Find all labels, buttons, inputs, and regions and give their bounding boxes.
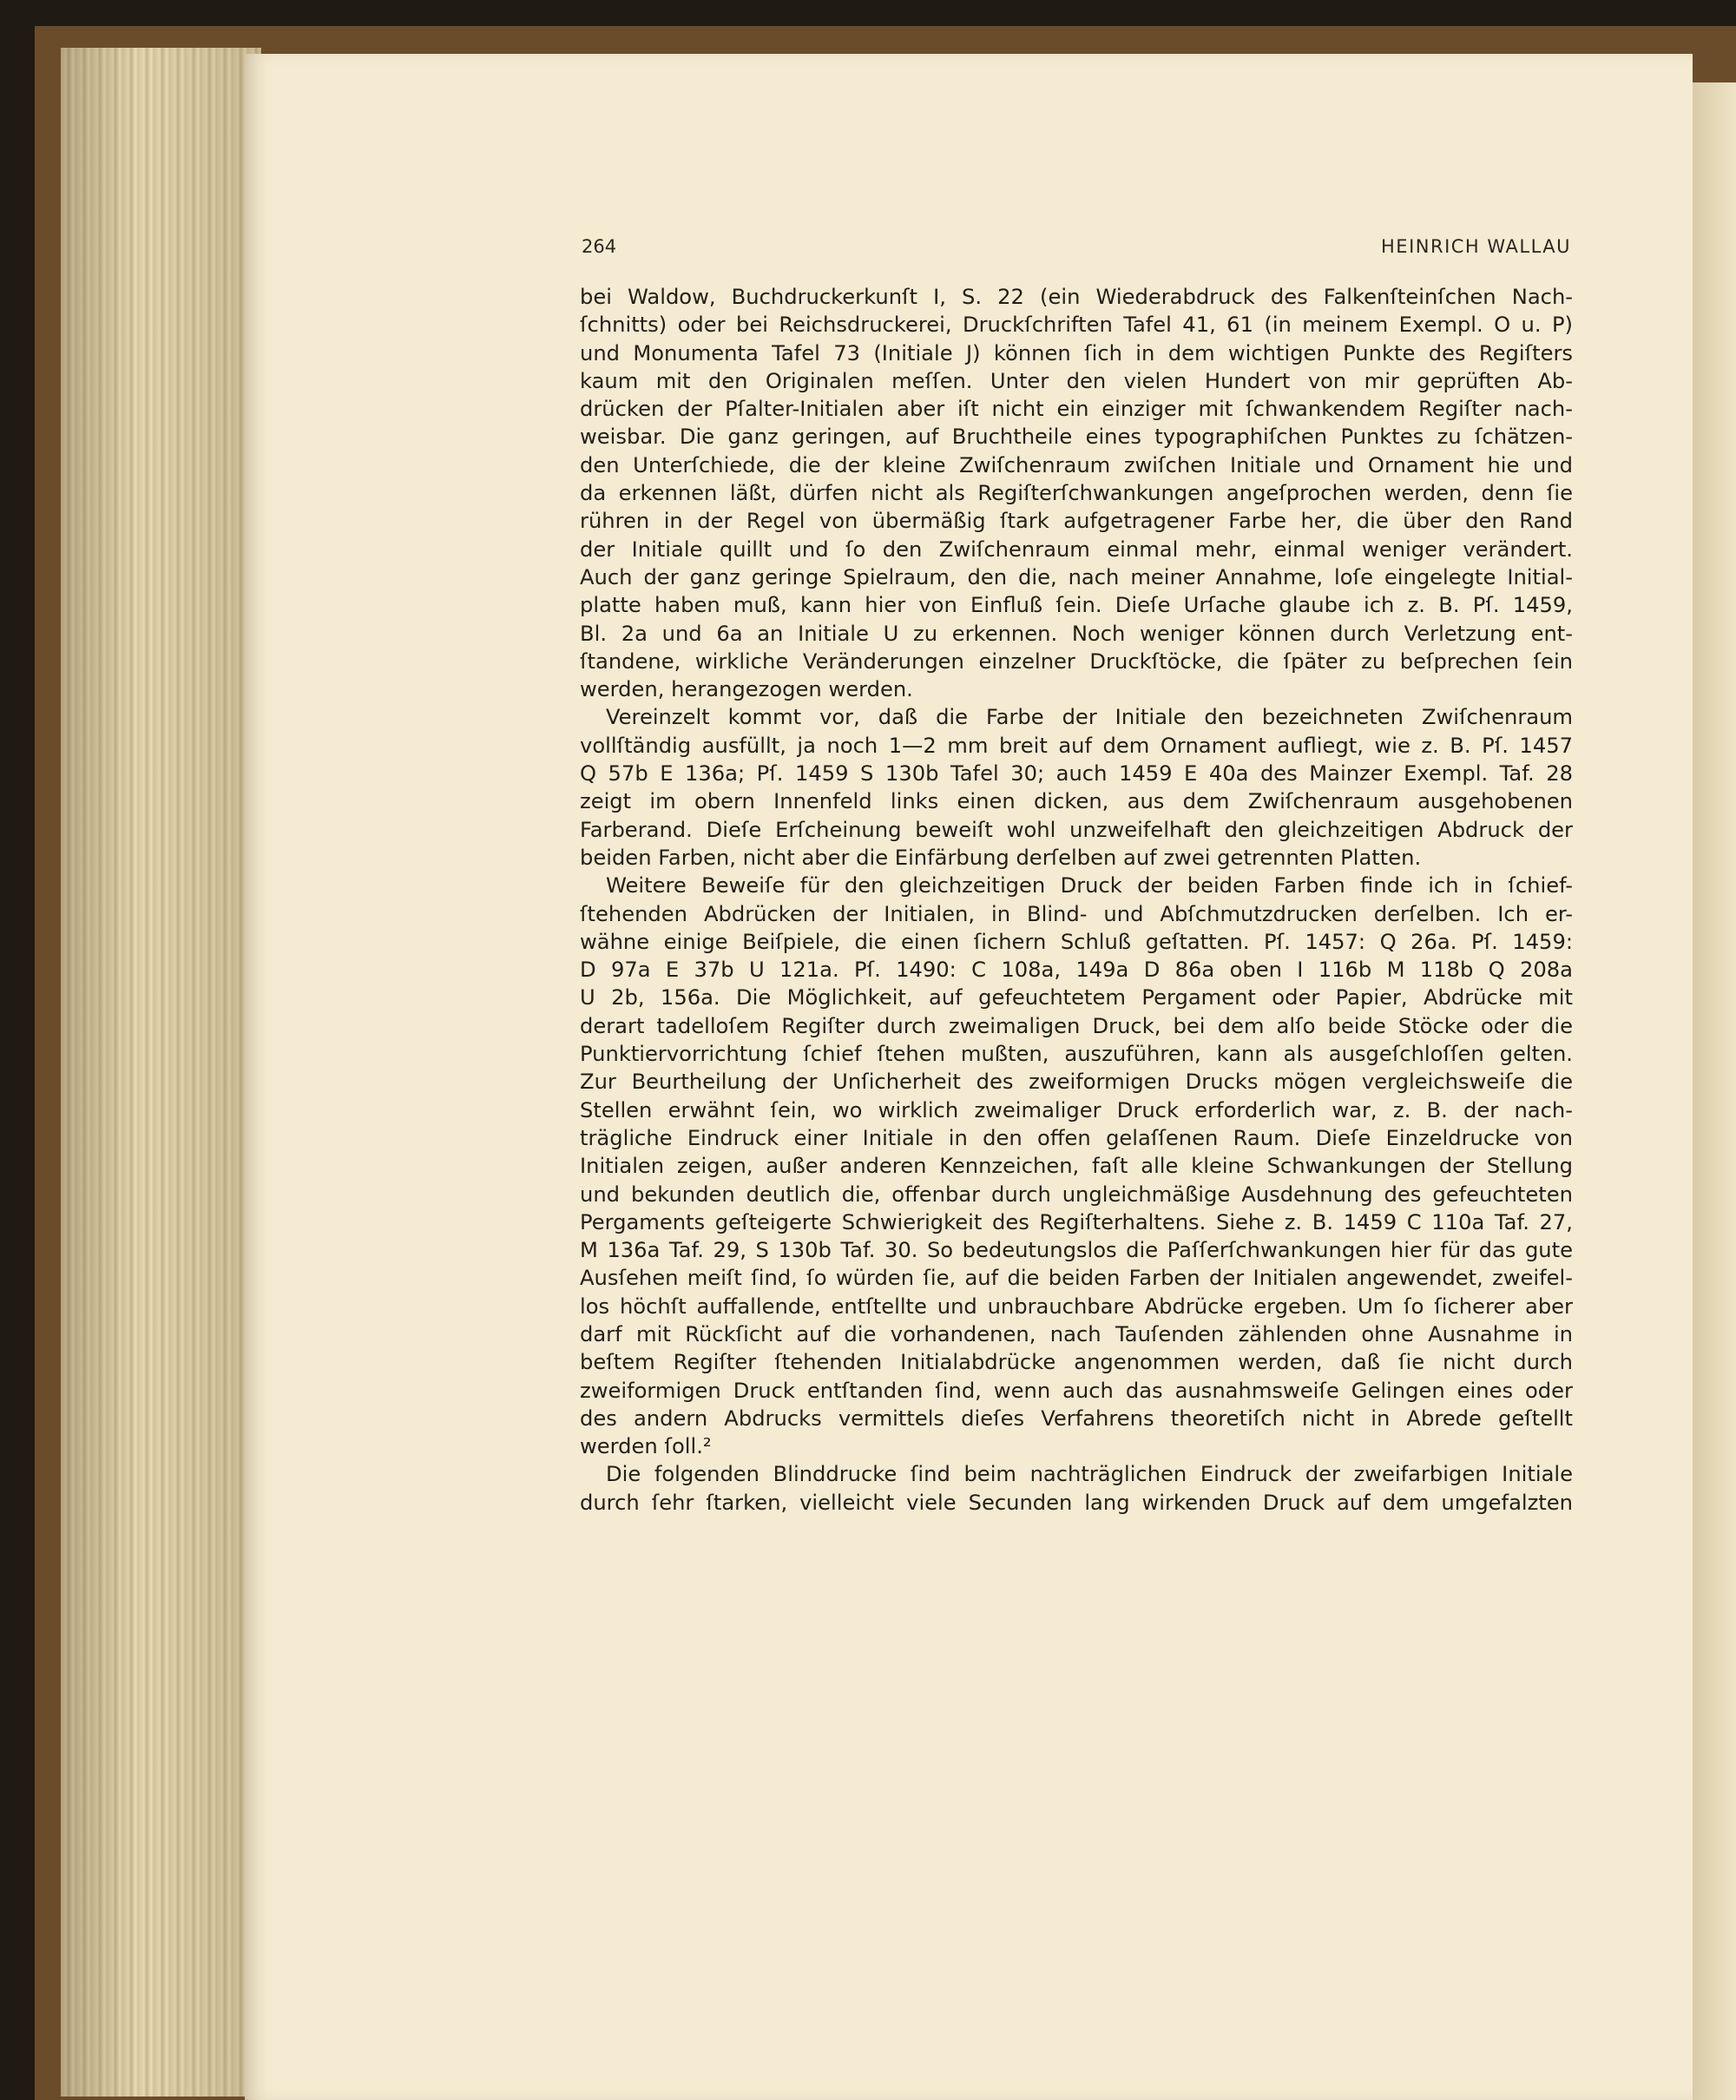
text-line: ſtandene, wirkliche Veränderungen einzelner Druckſtöcke, die ſpäter zu beſprechen ſein xyxy=(580,648,1573,674)
text-line: Auch der ganz geringe Spielraum, den die, nach meiner Annahme, loſe eingelegte Initial- xyxy=(580,564,1573,589)
text-line: wähne einige Beiſpiele, die einen ſichern Schluß geſtatten. Pſ. 1457: Q 26a. Pſ. 1459: xyxy=(580,929,1573,954)
text-line: beſtem Regiſter ſtehenden Initialabdrücke angenommen werden, daß ſie nicht durch xyxy=(580,1350,1573,1375)
page-number: 264 xyxy=(582,236,617,257)
page-edges-stack xyxy=(61,48,261,2097)
text-line: werden, herangezogen werden. xyxy=(580,677,913,702)
text-line: Bl. 2a und 6a an Initiale U zu erkennen. Noch weniger können durch Verletzung ent- xyxy=(580,621,1573,646)
text-line: und bekunden deutlich die, offenbar durch ungleichmäßige Ausdehnung des gefeuchteten xyxy=(580,1182,1573,1207)
text-line: da erkennen läßt, dürfen nicht als Regiſterſchwankungen angeſprochen werden, denn ſie xyxy=(580,481,1573,506)
text-line: durch ſehr ſtarken, vielleicht viele Secunden lang wirkenden Druck auf dem umgefalzten xyxy=(580,1490,1573,1515)
text-line: Ausſehen meiſt ſind, ſo würden ſie, auf die beiden Farben der Initialen angewendet, zweifel- xyxy=(580,1266,1573,1291)
text-line: D 97a E 37b U 121a. Pſ. 1490: C 108a, 149a D 86a oben I 116b M 118b Q 208a xyxy=(580,958,1573,983)
text-line: kaum mit den Originalen meſſen. Unter den vielen Hundert von mir geprüften Ab- xyxy=(580,368,1573,393)
text-line: beiden Farben, nicht aber die Einfärbung derſelben auf zwei getrennten Platten. xyxy=(580,845,1422,870)
text-line: Stellen erwähnt ſein, wo wirklich zweimaliger Druck erforderlich war, z. B. der nach- xyxy=(580,1097,1573,1122)
text-line: rühren in der Regel von übermäßig ſtark aufgetragener Farbe her, die über den Rand xyxy=(580,509,1573,534)
text-line: ſtehenden Abdrücken der Initialen, in Blind- und Abſchmutzdrucken derſelben. Ich er- xyxy=(580,901,1573,926)
text-line: und Monumenta Tafel 73 (Initiale J) können ſich in dem wichtigen Punkte des Regiſters xyxy=(580,340,1573,365)
text-line: los höchſt auffallende, entſtellte und unbrauchbare Abdrücke ergeben. Um ſo ſicherer aber xyxy=(580,1294,1573,1319)
text-line: U 2b, 156a. Die Möglichkeit, auf gefeuchtetem Pergament oder Papier, Abdrücke mit xyxy=(580,985,1573,1011)
text-line: Initialen zeigen, außer anderen Kennzeichen, faſt alle kleine Schwankungen der Stellung xyxy=(580,1154,1573,1179)
text-line: platte haben muß, kann hier von Einfluß ſein. Dieſe Urſache glaube ich z. B. Pſ. 1459, xyxy=(580,593,1573,618)
running-head: HEINRICH WALLAU xyxy=(1381,236,1571,257)
text-line: M 136a Taf. 29, S 130b Taf. 30. So bedeutungslos die Paſſerſchwankungen hier für das gute xyxy=(580,1238,1573,1263)
text-line: werden ſoll.² xyxy=(580,1434,712,1459)
text-line: Farberand. Dieſe Erſcheinung beweiſt wohl unzweifelhaft den gleichzeitigen Abdruck der xyxy=(580,817,1573,842)
text-line: des andern Abdrucks vermittels dieſes Verfahrens theoretiſch nicht in Abrede geſtellt xyxy=(580,1405,1573,1431)
facing-page-edge xyxy=(1693,82,1736,2100)
text-line: Weitere Beweiſe für den gleichzeitigen Druck der beiden Farben finde ich in ſchief- xyxy=(606,873,1573,899)
text-line: trägliche Eindruck einer Initiale in den offen gelaſſenen Raum. Dieſe Einzeldrucke von xyxy=(580,1125,1573,1150)
text-line: darf mit Rückſicht auf die vorhandenen, nach Tauſenden zählenden ohne Ausnahme in xyxy=(580,1321,1573,1346)
text-line: den Unterſchiede, die der kleine Zwiſchenraum zwiſchen Initiale und Ornament hie und xyxy=(580,452,1573,477)
body-text xyxy=(580,283,1573,1517)
text-line: zweiformigen Druck entſtanden ſind, wenn auch das ausnahmsweiſe Gelingen eines oder xyxy=(580,1378,1573,1403)
text-line: Zur Beurtheilung der Unſicherheit des zweiformigen Drucks mögen vergleichsweiſe die xyxy=(580,1070,1573,1095)
text-line: derart tadelloſem Regiſter durch zweimaligen Druck, bei dem alſo beide Stöcke oder die xyxy=(580,1013,1573,1038)
text-line: Pergaments geſteigerte Schwierigkeit des Regiſterhaltens. Siehe z. B. 1459 C 110a Taf. 27, xyxy=(580,1209,1573,1234)
text-line: der Initiale quillt und ſo den Zwiſchenraum einmal mehr, einmal weniger verändert. xyxy=(580,537,1573,562)
text-line: zeigt im obern Innenfeld links einen dicken, aus dem Zwiſchenraum ausgehobenen xyxy=(580,789,1573,814)
text-line: drücken der Pſalter-Initialen aber iſt nicht ein einziger mit ſchwankendem Regiſter nach- xyxy=(580,397,1573,422)
text-line: Punktiervorrichtung ſchief ſtehen mußten, auszuführen, kann als ausgeſchloſſen gelten. xyxy=(580,1042,1573,1067)
text-line: vollſtändig ausfüllt, ja noch 1—2 mm breit auf dem Ornament aufliegt, wie z. B. Pſ. 1457 xyxy=(580,733,1573,758)
page-header xyxy=(582,236,1571,267)
text-line: ſchnitts) oder bei Reichsdruckerei, Druckſchriften Tafel 41, 61 (in meinem Exempl. O u. P) xyxy=(580,313,1573,338)
text-line: Die folgenden Blinddrucke ſind beim nachträglichen Eindruck der zweifarbigen Initiale xyxy=(606,1462,1573,1487)
text-line: weisbar. Die ganz geringen, auf Bruchtheile eines typographiſchen Punktes zu ſchätzen- xyxy=(580,425,1573,450)
text-line: bei Waldow, Buchdruckerkunſt I, S. 22 (ein Wiederabdruck des Falkenſteinſchen Nach- xyxy=(580,285,1573,309)
text-line: Q 57b E 136a; Pſ. 1459 S 130b Tafel 30; auch 1459 E 40a des Mainzer Exempl. Taf. 28 xyxy=(580,761,1573,787)
text-line: Vereinzelt kommt vor, daß die Farbe der Initiale den bezeichneten Zwiſchenraum xyxy=(606,705,1573,730)
